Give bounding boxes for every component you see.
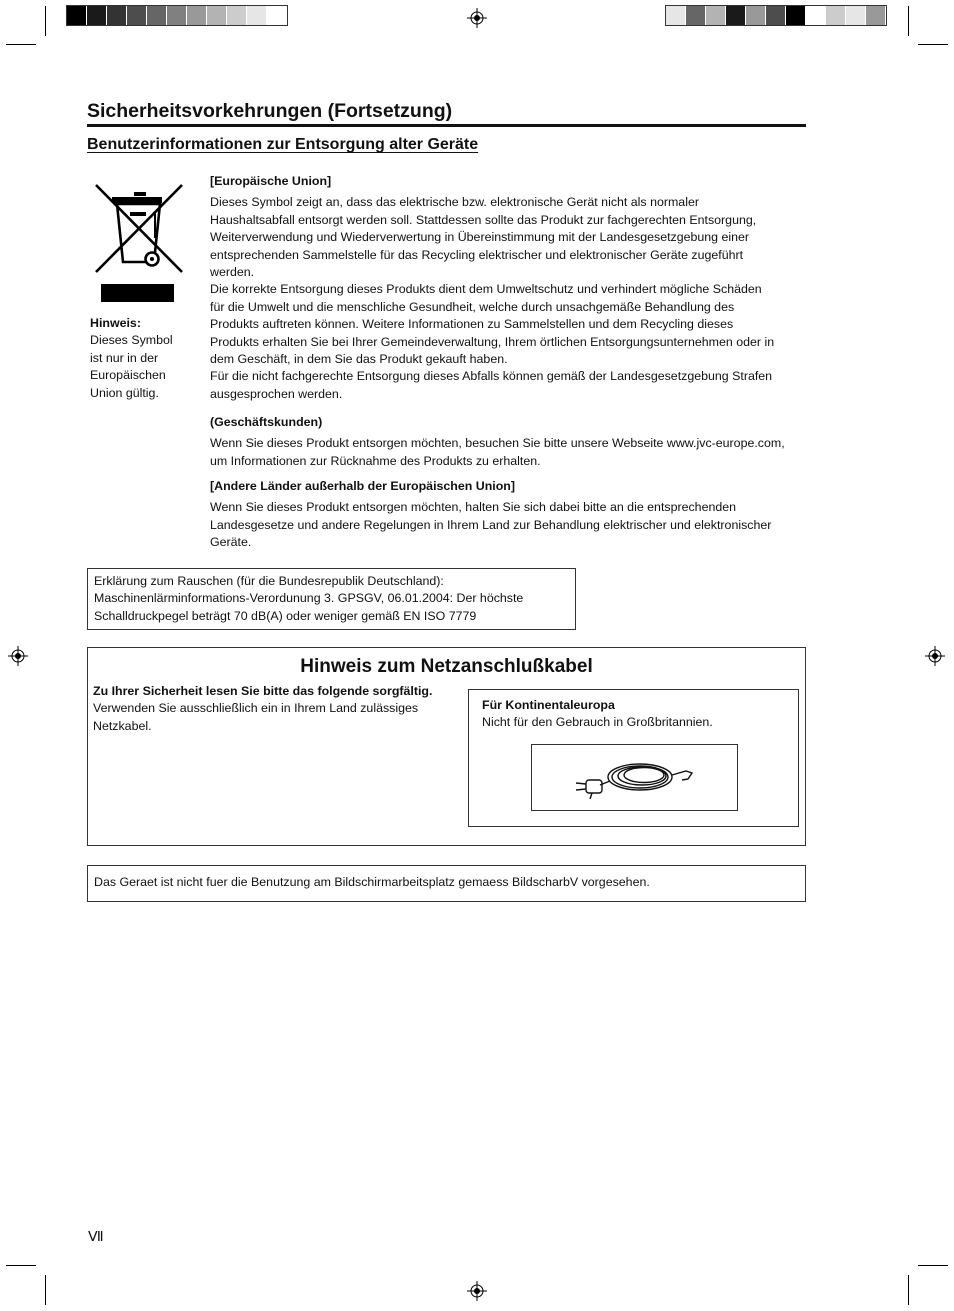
eu-text-line: Dieses Symbol zeigt an, dass das elektrische bzw. elektronische Gerät nicht als normaler: [210, 195, 699, 210]
color-swatch: [267, 6, 287, 25]
color-swatch: [227, 6, 247, 25]
symbol-note-line: Europäischen: [90, 368, 166, 383]
business-heading: (Geschäftskunden): [210, 415, 323, 429]
registration-mark-icon: [467, 1281, 487, 1301]
continental-europe-text: Nicht für den Gebrauch in Großbritannien.: [482, 715, 713, 730]
other-countries-text-line: Wenn Sie dieses Produkt entsorgen möchten, halten Sie sich dabei bitte an die entsprechenden: [210, 500, 737, 515]
registration-mark-icon: [467, 8, 487, 28]
color-calibration-bar-left: [66, 5, 288, 26]
page-number: Ⅶ: [88, 1230, 104, 1245]
color-swatch: [686, 6, 706, 25]
eu-text-line: für die Umwelt und die menschliche Gesundheit, welche durch unsachgemäße Behandlung des: [210, 299, 735, 314]
crop-mark: [6, 1265, 36, 1266]
color-swatch: [786, 6, 806, 25]
business-section: [210, 414, 810, 470]
noise-declaration-line: Schalldruckpegel beträgt 70 dB(A) oder weniger gemäß EN ISO 7779: [94, 608, 477, 623]
power-cable-intro-bold: Zu Ihrer Sicherheit lesen Sie bitte das folgende sorgfältig.: [93, 684, 433, 698]
other-countries-text-line: Geräte.: [210, 535, 252, 550]
color-swatch: [87, 6, 107, 25]
eu-text-line: Haushaltsabfall entsorgt werden soll. Stattdessen sollte das Produkt zur fachgerechten Entsorgung,: [210, 212, 757, 227]
other-countries-text-line: Landesgesetze und andere Regelungen in Ihrem Land zur Behandlung elektrischer und elektronischer: [210, 517, 772, 532]
section-heading: Benutzerinformationen zur Entsorgung alter Geräte: [87, 136, 479, 153]
power-cable-intro-line: Verwenden Sie ausschließlich ein in Ihrem Land zulässiges: [93, 701, 419, 716]
eu-text-line: dem Geschäft, in dem Sie das Produkt gekauft haben.: [210, 352, 508, 367]
eu-text-line: Produkts auftreten können. Weitere Informationen zu Sammelstellen und dem Recycling dieses: [210, 317, 734, 332]
eu-text-line: Weiterverwendung und Wiederverwertung in Übereinstimmung mit der Landesgesetzgebung einer: [210, 230, 750, 245]
crop-mark: [908, 1275, 909, 1305]
screen-workplace-notice-box: [87, 865, 806, 902]
color-swatch: [666, 6, 686, 25]
eu-text-line: Produkts erhalten Sie bei Ihrer Gemeindeverwaltung, Ihrem örtlichen Entsorgungsunternehmen oder in: [210, 334, 775, 349]
symbol-note-label: Hinweis:: [90, 316, 141, 330]
symbol-note-line: Union gültig.: [90, 385, 159, 400]
continental-europe-box: [468, 689, 799, 827]
symbol-note-line: ist nur in der: [90, 350, 159, 365]
noise-declaration-line: Erklärung zum Rauschen (für die Bundesrepublik Deutschland):: [94, 574, 444, 588]
noise-declaration-box: [87, 568, 576, 630]
business-text-line: um Informationen zur Rücknahme des Produkts zu erhalten.: [210, 453, 541, 468]
eu-text-line: werden.: [210, 265, 255, 280]
other-countries-section: [210, 478, 810, 552]
color-swatch: [107, 6, 127, 25]
color-swatch: [766, 6, 786, 25]
power-cable-illustration: [531, 744, 738, 811]
crop-mark: [45, 6, 46, 36]
eu-heading: [Europäische Union]: [210, 174, 332, 188]
power-cable-intro-line: Netzkabel.: [93, 718, 152, 733]
color-swatch: [207, 6, 227, 25]
other-countries-heading: [Andere Länder außerhalb der Europäischen Union]: [210, 479, 515, 493]
eu-text-line: Die korrekte Entsorgung dieses Produkts dient dem Umweltschutz und verhindert mögliche Schäden: [210, 282, 762, 297]
crop-mark: [918, 1265, 948, 1266]
eu-text-line: entsprechenden Sammelstelle für das Recycling elektrischer und elektronischer Geräte zugeführt: [210, 247, 744, 262]
title-rule: [87, 124, 806, 127]
color-swatch: [866, 6, 886, 25]
registration-mark-icon: [8, 646, 28, 666]
color-swatch: [806, 6, 826, 25]
color-swatch: [726, 6, 746, 25]
eu-section: [210, 173, 810, 403]
color-swatch: [147, 6, 167, 25]
noise-declaration-line: Maschinenlärminformations-Verordunung 3. GPSGV, 06.01.2004: Der höchste: [94, 591, 524, 606]
page-title: Sicherheitsvorkehrungen (Fortsetzung): [87, 100, 453, 122]
symbol-note-line: Dieses Symbol: [90, 333, 173, 348]
color-swatch: [187, 6, 207, 25]
continental-europe-heading: Für Kontinentaleuropa: [482, 698, 615, 712]
color-swatch: [826, 6, 846, 25]
power-cable-title: Hinweis zum Netzanschlußkabel: [300, 656, 593, 677]
color-swatch: [746, 6, 766, 25]
color-swatch: [247, 6, 267, 25]
color-calibration-bar-right: [665, 5, 887, 26]
crop-mark: [918, 44, 948, 45]
registration-mark-icon: [925, 646, 945, 666]
power-cable-notice-box: [87, 647, 806, 846]
color-swatch: [127, 6, 147, 25]
symbol-note: [90, 315, 200, 402]
crossed-out-wheelie-bin-icon: [94, 182, 184, 304]
crop-mark: [908, 6, 909, 36]
eu-text-line: Für die nicht fachgerechte Entsorgung dieses Abfalls können gemäß der Landesgesetzgebung Strafen: [210, 369, 773, 384]
crop-mark: [45, 1275, 46, 1305]
eu-text-line: ausgesprochen werden.: [210, 386, 343, 401]
screen-workplace-notice: Das Geraet ist nicht fuer die Benutzung am Bildschirmarbeitsplatz gemaess BildscharbV vorgesehen.: [94, 875, 650, 889]
color-swatch: [846, 6, 866, 25]
color-swatch: [706, 6, 726, 25]
crop-mark: [6, 44, 36, 45]
power-cable-intro: [93, 683, 463, 735]
color-swatch: [167, 6, 187, 25]
business-text-line: Wenn Sie dieses Produkt entsorgen möchten, besuchen Sie bitte unsere Webseite www.jvc-europe.com,: [210, 436, 785, 451]
color-swatch: [67, 6, 87, 25]
power-cord-icon: [570, 753, 700, 803]
